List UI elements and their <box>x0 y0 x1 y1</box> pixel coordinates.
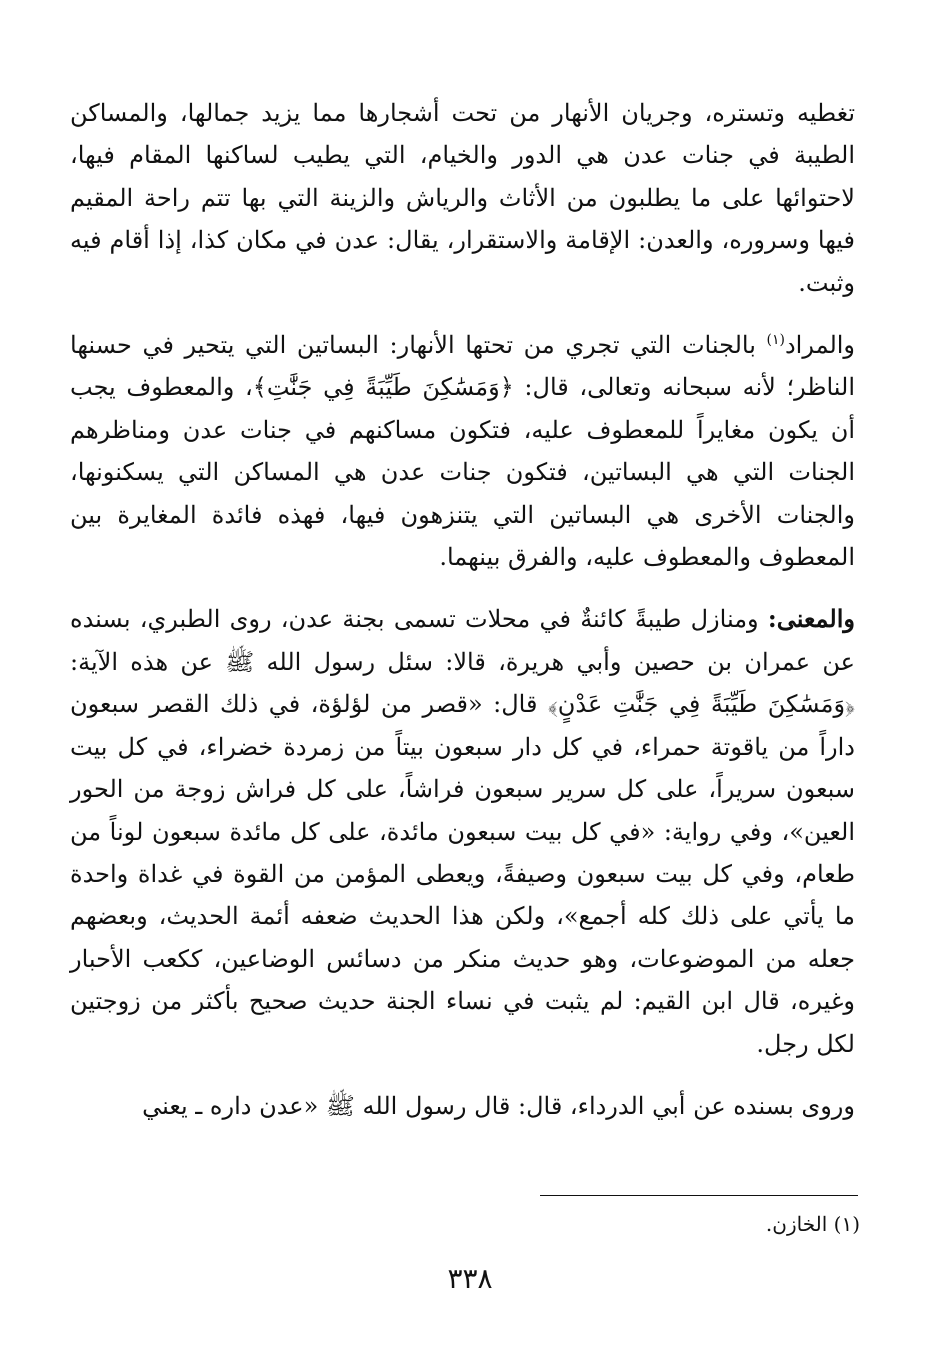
paragraph-3-lead: والمعنى: <box>767 604 855 634</box>
paragraph-2-body: بالجنات التي تجري من تحتها الأنهار: البساتين التي يتحير في حسنها الناظر؛ لأنه سبحانه وتعالى، قال: ﴿وَمَسَٰكِنَ طَيِّبَةً فِي جَنَّٰتِ﴾، والمعطوف يجب أن يكون مغايراً للمعطوف عليه، فتكون مساكنهم في جنات عدن ومناظرهم الجنات التي هي البساتين، فتكون جنات عدن هي المساكن التي يسكنونها، والجنات الأخرى هي البساتين التي يتنزهون فيها، فهذه فائدة المغايرة بين المعطوف والمعطوف عليه، والفرق بينهما. <box>70 331 855 572</box>
paragraph-1: تغطيه وتستره، وجريان الأنهار من تحت أشجارها مما يزيد جمالها، والمساكن الطيبة في جنات عدن هي الدور والخيام، التي يطيب لساكنها المقام فيها، لاحتوائها على ما يطلبون من الأثاث والرياش والزينة التي بها تتم راحة المقيم فيها وسروره، والعدن: الإقامة والاستقرار، يقال: عدن في مكان كذا، إذا أقام فيه وثبت. <box>70 99 855 297</box>
footnote-reference[interactable]: (١) <box>766 332 785 349</box>
footnote: (١) الخازن. <box>765 1212 860 1236</box>
paragraph-3 <box>70 598 855 1064</box>
paragraph-2-lead: والمراد <box>784 331 856 360</box>
footnote-divider <box>540 1195 858 1196</box>
paragraph-3-body: ومنازل طيبةً كائنةٌ في محلات تسمى بجنة عدن، روى الطبري، بسنده عن عمران بن حصين وأبي هريرة، قالا: سئل رسول الله ﷺ عن هذه الآية: ﴿وَمَسَٰكِنَ طَيِّبَةً فِي جَنَّٰتِ عَدْنٍ﴾ قال: «قصر من لؤلؤة، في ذلك القصر سبعون داراً من ياقوتة حمراء، في كل دار سبعون بيتاً من زمردة خضراء، في كل بيت سبعون سريراً، على كل سرير سبعون فراشاً، على كل فراش زوجة من الحور العين»، وفي رواية: «في كل بيت سبعون مائدة، على كل مائدة سبعون لوناً من طعام، وفي كل بيت سبعون وصيفةً، ويعطى المؤمن من القوة في غداة واحدة ما يأتي على ذلك كله أجمع»، ولكن هذا الحديث ضعفه أئمة الحديث، وبعضهم جعله من الموضوعات، وهو حديث منكر من دسائس الوضاعين، ككعب الأحبار وغيره، قال ابن القيم: لم يثبت في نساء الجنة حديث صحيح بأكثر من زوجتين لكل رجل. <box>70 605 855 1058</box>
page-number: ٣٣٨ <box>447 1262 493 1295</box>
paragraph-4: وروى بسنده عن أبي الدرداء، قال: قال رسول الله ﷺ «عدن داره ـ يعني <box>142 1091 855 1120</box>
page-body <box>70 92 855 1127</box>
paragraph-2 <box>70 324 855 578</box>
